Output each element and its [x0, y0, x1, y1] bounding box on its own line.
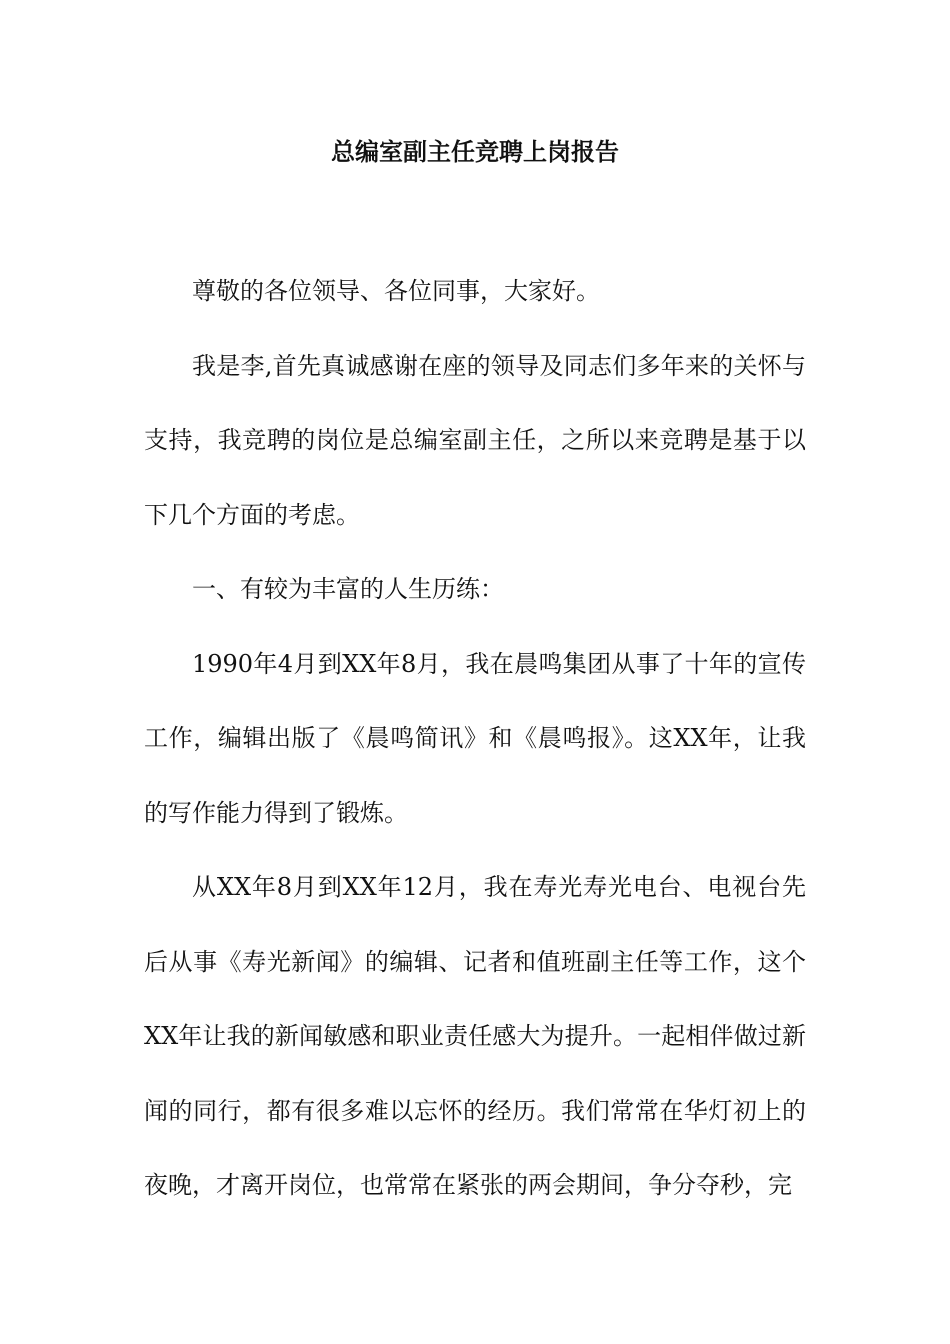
paragraph-experience-2: 从XX年8月到XX年12月，我在寿光寿光电台、电视台先后从事《寿光新闻》的编辑、记者和值班副主任等工作，这个XX年让我的新闻敏感和职业责任感大为提升。一起相伴做过新闻的同行，都有很多难以忘怀的经历。我们常常在华灯初上的夜晚，才离开岗位，也常常在紧张的两会期间，争分夺秒，完 — [144, 873, 806, 1199]
document-body — [144, 254, 806, 1223]
paragraph-greeting: 尊敬的各位领导、各位同事，大家好。 — [192, 277, 600, 305]
paragraph-section-heading: 一、有较为丰富的人生历练： — [192, 575, 504, 603]
document-title: 总编室副主任竞聘上岗报告 — [331, 137, 619, 166]
paragraph-experience-1: 1990年4月到XX年8月，我在晨鸣集团从事了十年的宣传工作，编辑出版了《晨鸣简讯》和《晨鸣报》。这XX年，让我的写作能力得到了锻炼。 — [144, 649, 806, 827]
paragraph-intro: 我是李,首先真诚感谢在座的领导及同志们多年来的关怀与支持，我竞聘的岗位是总编室副主任，之所以来竞聘是基于以下几个方面的考虑。 — [144, 351, 806, 529]
